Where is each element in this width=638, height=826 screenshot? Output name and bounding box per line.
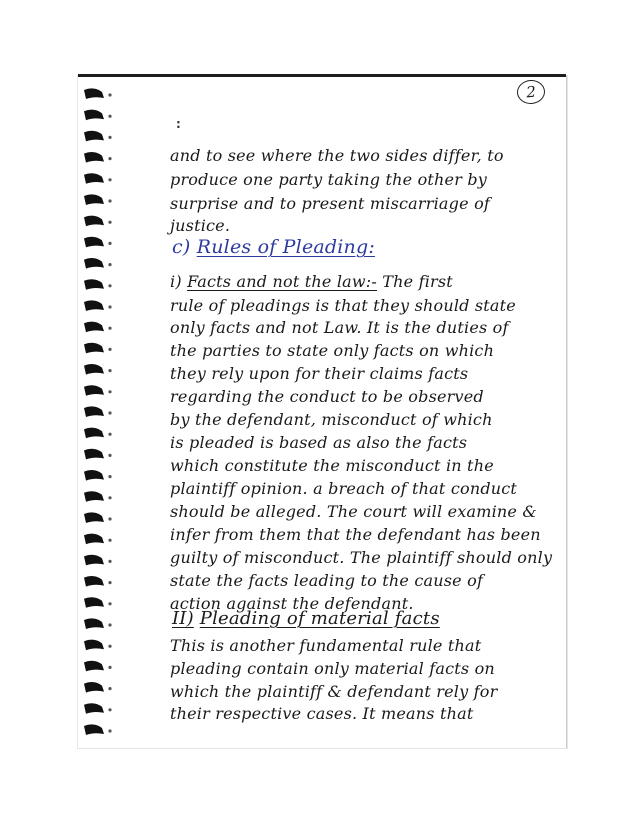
punch-hole — [108, 517, 111, 520]
spiral-ring — [84, 555, 104, 566]
text-line: surprise and to present miscarriage of — [170, 194, 491, 213]
text-line: should be alleged. The court will examine & — [170, 502, 537, 521]
spiral-ring — [84, 173, 104, 184]
punch-hole — [108, 93, 111, 96]
spiral-ring — [84, 449, 104, 460]
spiral-ring — [84, 237, 104, 248]
spiral-ring — [84, 576, 104, 587]
subheading-material-facts: II) Pleading of material facts — [172, 608, 440, 629]
spiral-ring — [84, 703, 104, 714]
punch-hole — [108, 348, 111, 351]
spiral-ring — [84, 216, 104, 227]
text-line: guilty of misconduct. The plaintiff should only — [170, 548, 553, 567]
text-line: produce one party taking the other by — [170, 170, 488, 189]
spiral-ring — [84, 470, 104, 481]
spiral-ring — [84, 258, 104, 269]
punch-hole — [108, 539, 111, 542]
punch-hole — [108, 221, 111, 224]
page-number: 2 — [516, 79, 546, 105]
punch-hole — [108, 178, 111, 181]
spiral-ring — [84, 279, 104, 290]
spiral-ring — [84, 428, 104, 439]
punch-hole — [108, 708, 111, 711]
punch-hole — [108, 433, 111, 436]
spiral-ring — [84, 534, 104, 545]
spiral-ring — [84, 364, 104, 375]
text-line: This is another fundamental rule that — [170, 636, 482, 655]
text-line: action against the defendant. — [170, 594, 414, 613]
text-line: which the plaintiff & defendant rely for — [170, 682, 498, 701]
spiral-ring — [84, 385, 104, 396]
punch-hole — [108, 411, 111, 414]
punch-hole — [108, 475, 111, 478]
spiral-ring — [84, 618, 104, 629]
spiral-ring — [84, 88, 104, 99]
text-line: regarding the conduct to be observed — [170, 387, 484, 406]
text-line: and to see where the two sides differ, to — [170, 146, 504, 165]
spiral-ring — [84, 322, 104, 333]
punch-hole — [108, 390, 111, 393]
text-line: by the defendant, misconduct of which — [170, 410, 493, 429]
text-line: only facts and not Law. It is the duties of — [170, 318, 509, 337]
punch-hole — [108, 157, 111, 160]
section-heading-rules-of-pleading: c) Rules of Pleading: — [172, 236, 375, 258]
punch-hole — [108, 369, 111, 372]
spiral-ring — [84, 152, 104, 163]
punch-hole — [108, 454, 111, 457]
punch-hole — [108, 305, 111, 308]
punch-hole — [108, 560, 111, 563]
text-line: rule of pleadings is that they should state — [170, 296, 516, 315]
text-line: state the facts leading to the cause of — [170, 571, 484, 590]
text-line: pleading contain only material facts on — [170, 659, 495, 678]
punch-hole — [108, 581, 111, 584]
spiral-ring — [84, 682, 104, 693]
punch-hole — [108, 645, 111, 648]
spiral-binding-icon — [80, 84, 120, 744]
punch-hole — [108, 115, 111, 118]
spiral-ring — [84, 640, 104, 651]
punch-hole — [108, 602, 111, 605]
text-line: they rely upon for their claims facts — [170, 364, 469, 383]
punch-hole — [108, 729, 111, 732]
text-line: infer from them that the defendant has been — [170, 525, 541, 544]
text-line: plaintiff opinion. a breach of that conduct — [170, 479, 518, 498]
spiral-ring — [84, 406, 104, 417]
spiral-ring — [84, 300, 104, 311]
punch-hole — [108, 666, 111, 669]
spiral-ring — [84, 110, 104, 121]
spiral-ring — [84, 597, 104, 608]
punch-hole — [108, 284, 111, 287]
punch-hole — [108, 263, 111, 266]
punch-hole — [108, 199, 111, 202]
spiral-ring — [84, 491, 104, 502]
text-line: their respective cases. It means that — [170, 704, 474, 723]
spiral-ring — [84, 194, 104, 205]
punch-hole — [108, 623, 111, 626]
spiral-ring — [84, 343, 104, 354]
punch-hole — [108, 136, 111, 139]
subheading-facts-not-law: i) Facts and not the law:- The first — [170, 272, 453, 291]
punch-hole — [108, 242, 111, 245]
punch-hole — [108, 687, 111, 690]
text-line: which constitute the misconduct in the — [170, 456, 494, 475]
punch-hole — [108, 496, 111, 499]
spiral-ring — [84, 724, 104, 735]
punch-hole — [108, 327, 111, 330]
text-line: justice. — [170, 216, 231, 235]
page-top-edge — [78, 74, 566, 77]
spiral-ring — [84, 661, 104, 672]
text-line: is pleaded is based as also the facts — [170, 433, 468, 452]
spiral-ring — [84, 131, 104, 142]
margin-dots: : — [176, 117, 181, 131]
text-line: the parties to state only facts on which — [170, 341, 495, 360]
spiral-ring — [84, 512, 104, 523]
